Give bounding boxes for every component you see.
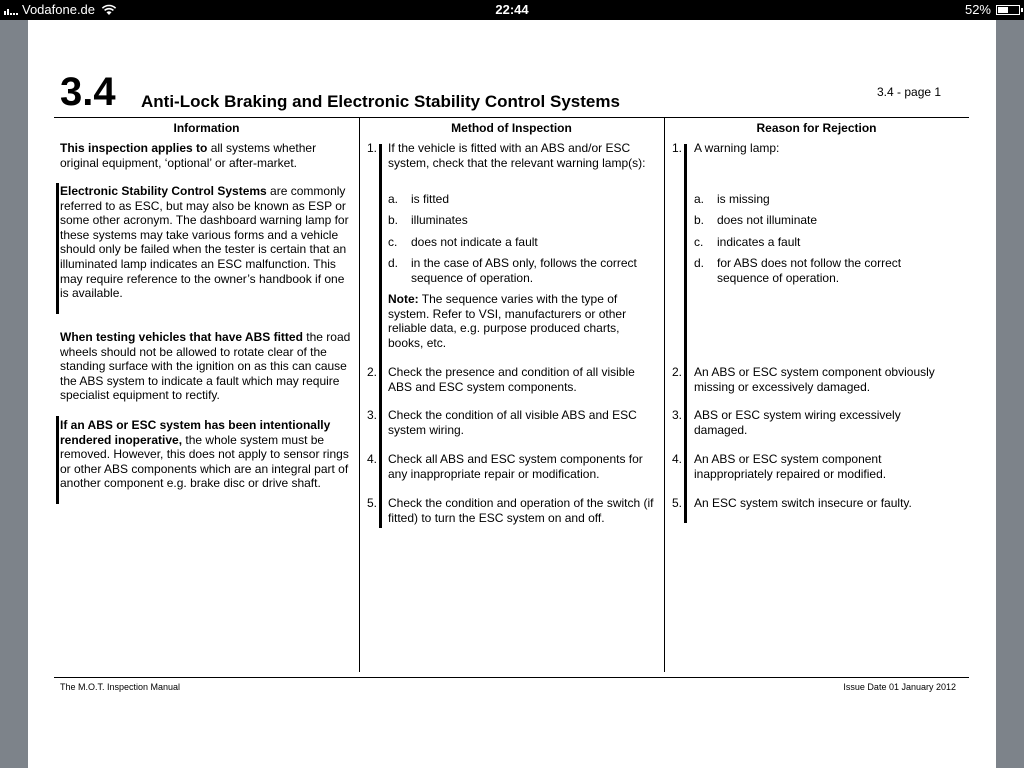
column-header-information: Information <box>173 121 240 135</box>
method-item-4: Check all ABS and ESC system components for any inappropriate repair or modification. <box>388 452 643 481</box>
method-item-5: Check the condition and operation of the switch (if fitted) to turn the ESC system on and off. <box>388 496 654 525</box>
change-bar <box>379 144 382 528</box>
footer-left: The M.O.T. Inspection Manual <box>60 682 181 692</box>
method-item-number: 2. <box>367 365 378 379</box>
column-divider-2 <box>664 117 665 672</box>
column-divider-1 <box>359 117 360 672</box>
change-bar <box>56 416 59 504</box>
page-reference: 3.4 - page 1 <box>877 85 942 99</box>
status-bar-time: 22:44 <box>495 2 529 17</box>
method-item-number: 3. <box>367 408 378 422</box>
change-bar <box>684 144 687 523</box>
reason-item-1: A warning lamp: <box>694 141 780 155</box>
reason-sub-letter: a. <box>694 192 705 206</box>
reason-item-3: ABS or ESC system wiring excessively damaged. <box>694 408 901 437</box>
method-sub-letter: a. <box>388 192 399 206</box>
method-sub-item: in the case of ABS only, follows the correct sequence of operation. <box>411 256 637 285</box>
method-sub-item: does not indicate a fault <box>411 235 538 249</box>
method-sub-item: is fitted <box>411 192 450 206</box>
method-item-number: 1. <box>367 141 378 155</box>
reason-sub-item: does not illuminate <box>717 213 818 227</box>
reason-item-number: 3. <box>672 408 683 422</box>
reason-item-number: 2. <box>672 365 683 379</box>
method-item-number: 5. <box>367 496 378 510</box>
reason-sub-item: is missing <box>717 192 770 206</box>
column-header-method: Method of Inspection <box>451 121 572 135</box>
reason-item-4: An ABS or ESC system component inappropriately repaired or modified. <box>694 452 887 481</box>
info-paragraph-abs-testing: When testing vehicles that have ABS fitted the road wheels should not be allowed to rotate clear of the standing surface with the ignition on as this can cause the ABS system to indicate a fault which may require specialist equipment to rectify. <box>60 330 351 403</box>
method-sub-item: illuminates <box>411 213 468 227</box>
info-paragraph-scope: This inspection applies to all systems whether original equipment, ‘optional’ or after-market. <box>60 141 317 170</box>
method-sub-letter: b. <box>388 213 399 227</box>
reason-item-2: An ABS or ESC system component obviously missing or excessively damaged. <box>694 365 935 394</box>
column-header-reason: Reason for Rejection <box>756 121 877 135</box>
method-note: Note: The sequence varies with the type of system. Refer to VSI, manufacturers or other reliable data, e.g. purpose produced charts, books, etc. <box>388 292 627 350</box>
method-item-number: 4. <box>367 452 378 466</box>
reason-item-number: 4. <box>672 452 683 466</box>
method-sub-letter: d. <box>388 256 399 270</box>
footer-right: Issue Date 01 January 2012 <box>843 682 956 692</box>
reason-item-number: 5. <box>672 496 683 510</box>
section-number: 3.4 <box>60 70 116 114</box>
change-bar <box>56 183 59 314</box>
reason-sub-letter: b. <box>694 213 705 227</box>
footer-rule <box>54 677 969 678</box>
document-page[interactable] <box>28 20 996 768</box>
section-title: Anti-Lock Braking and Electronic Stability Control Systems <box>141 92 620 111</box>
reason-sub-letter: d. <box>694 256 705 270</box>
method-item-3: Check the condition of all visible ABS and ESC system wiring. <box>388 408 637 437</box>
method-item-2: Check the presence and condition of all visible ABS and ESC system components. <box>388 365 635 394</box>
reason-item-number: 1. <box>672 141 683 155</box>
reason-sub-letter: c. <box>694 235 704 249</box>
battery-icon <box>996 5 1020 15</box>
status-bar <box>0 0 1024 20</box>
status-bar-right <box>965 0 1020 20</box>
info-paragraph-inoperative: If an ABS or ESC system has been intentionally rendered inoperative, the whole system must be removed. However, this does not apply to sensor rings or other ABS components which are an integral part of another component e.g. brake disc or drive shaft. <box>60 418 349 491</box>
carrier-name: Vodafone.de <box>22 2 96 17</box>
reason-sub-item: indicates a fault <box>717 235 801 249</box>
header-rule <box>54 117 969 118</box>
reason-item-5: An ESC system switch insecure or faulty. <box>694 496 912 510</box>
method-item-1: If the vehicle is fitted with an ABS and/or ESC system, check that the relevant warning lamp(s): <box>388 141 646 170</box>
reason-sub-item: for ABS does not follow the correct sequence of operation. <box>717 256 902 285</box>
info-paragraph-esc: Electronic Stability Control Systems are commonly referred to as ESC, but may also be known as ESP or some other acronym. The dashboard warning lamp for these systems may take various forms and a vehicle should only be failed when the tester is certain that an illuminated lamp indicates an ESC malfunction. This may require reference to the owner’s handbook if one is available. <box>60 184 349 301</box>
method-sub-letter: c. <box>388 235 398 249</box>
battery-percent: 52% <box>964 2 991 17</box>
